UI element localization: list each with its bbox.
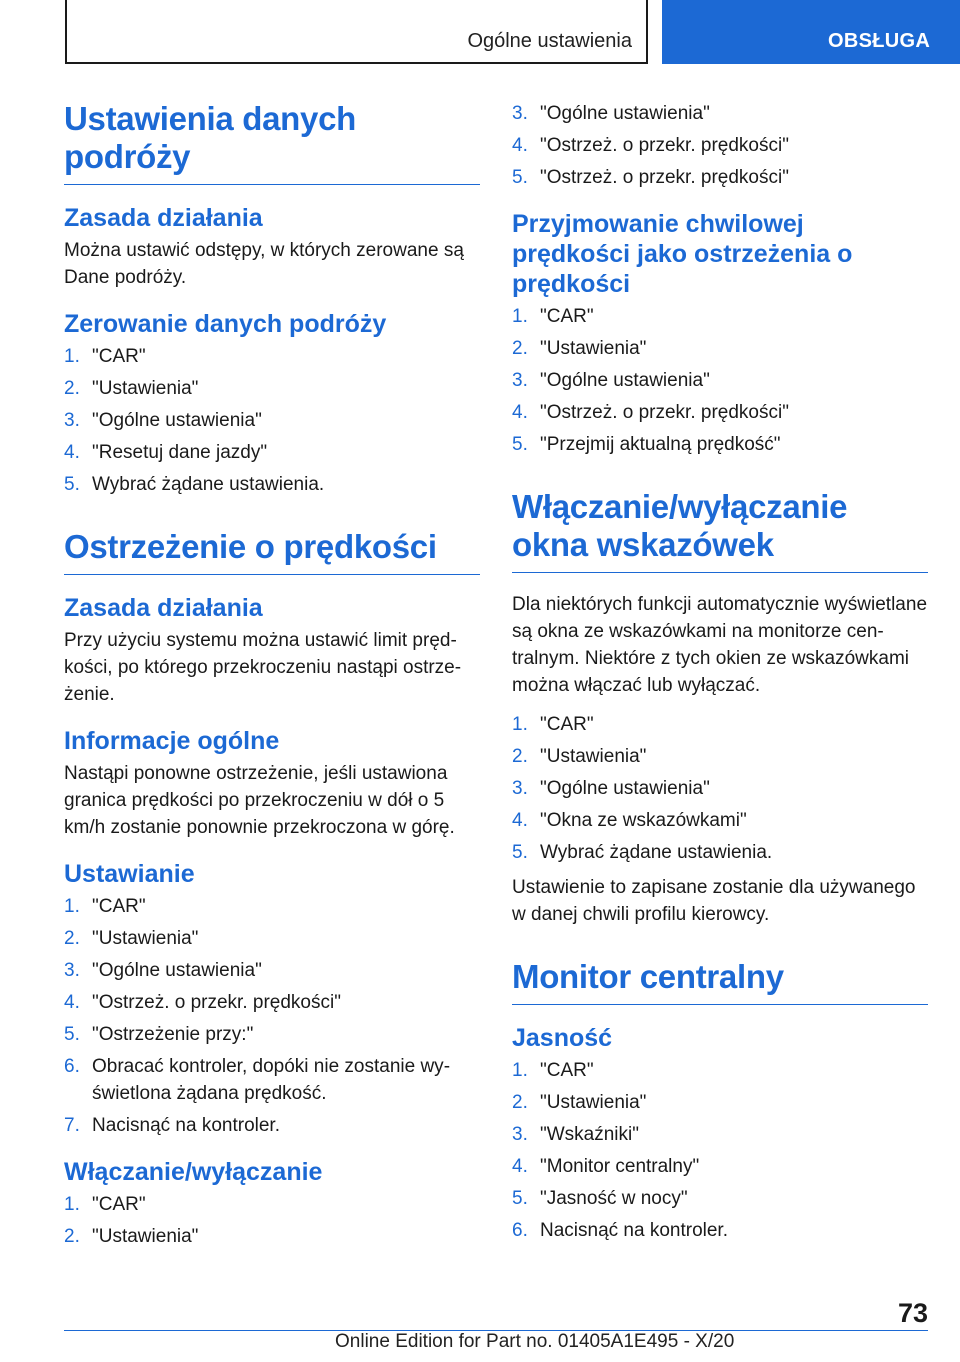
- list-item-text: "Ogólne ustawienia": [92, 960, 262, 981]
- list-item-number: 5.: [512, 434, 528, 455]
- list-item-text: "CAR": [540, 714, 594, 735]
- heading-speed-warning: Ostrzeżenie o prędkości: [64, 528, 480, 575]
- list-item: [512, 1185, 928, 1212]
- list-item-text: "Ostrzeż. o przekr. prędkości": [540, 167, 789, 188]
- list-item-number: 4.: [64, 442, 80, 463]
- list-item-number: 1.: [64, 1194, 80, 1215]
- list-item-number: 7.: [64, 1115, 80, 1136]
- list-item-text: Wybrać żądane ustawienia.: [540, 842, 773, 863]
- list-item-number: 1.: [64, 896, 80, 917]
- list-item: [512, 335, 928, 362]
- list-item: [64, 957, 480, 984]
- list-item-number: 3.: [512, 103, 528, 124]
- paragraph-rewarning: Nastąpi ponowne ostrzeżenie, jeśli ustawiona granica prędkości po przekroczeniu w dół o 5 km/h zostanie ponownie przekroczona w górę.: [64, 763, 455, 838]
- list-item-number: 3.: [512, 1124, 528, 1145]
- list-item-text: Nacisnąć na kontroler.: [540, 1220, 728, 1241]
- list-item-text: "Ogólne ustawienia": [540, 103, 710, 124]
- list-item: [512, 431, 928, 458]
- list-item-text: "Ustawienia": [92, 378, 199, 399]
- list-setting: [64, 893, 480, 1139]
- list-item: [64, 407, 480, 434]
- list-item-text: "Ustawienia": [92, 928, 199, 949]
- list-item-number: 1.: [512, 1060, 528, 1081]
- list-item: [512, 164, 928, 191]
- list-item-number: 6.: [512, 1220, 528, 1241]
- list-item-text: "Ostrzeż. o przekr. prędkości": [540, 402, 789, 423]
- list-adopt-speed: [512, 303, 928, 458]
- tab-obsluga[interactable]: OBSŁUGA: [662, 0, 960, 64]
- list-hint-windows: [512, 711, 928, 866]
- list-item-text: "Resetuj dane jazdy": [92, 442, 268, 463]
- list-item: [64, 1223, 480, 1250]
- list-item: [512, 367, 928, 394]
- subheading-reset-trip: Zerowanie danych podróży: [64, 310, 387, 338]
- list-item-text: "CAR": [92, 346, 146, 367]
- list-item-text: "Ogólne ustawienia": [540, 370, 710, 391]
- list-item: [512, 132, 928, 159]
- list-item-number: 2.: [64, 1226, 80, 1247]
- list-item-number: 1.: [512, 714, 528, 735]
- list-item-number: 2.: [512, 1092, 528, 1113]
- list-item: [512, 1217, 928, 1244]
- list-item: [64, 1021, 480, 1048]
- list-item-number: 3.: [512, 778, 528, 799]
- list-item-number: 5.: [512, 1188, 528, 1209]
- paragraph-hint-windows: Dla niektórych funkcji automatycznie wyświetlane są okna ze wskazówkami na monitorze centralnym. Niektóre z tych okien ze wskazówkami można włączać lub wyłączać.: [512, 594, 928, 696]
- subheading-principle: Zasada działania: [64, 204, 263, 232]
- left-column: [64, 100, 480, 1258]
- list-item: [64, 375, 480, 402]
- header-section-title: Ogólne ustawienia: [467, 30, 632, 52]
- list-item: [512, 807, 928, 834]
- list-item-text: "Ostrzeż. o przekr. prędkości": [92, 992, 341, 1013]
- list-item-text: "Monitor centralny": [540, 1156, 700, 1177]
- list-on-off: [64, 1191, 480, 1250]
- list-item: [64, 1112, 480, 1139]
- right-column: [512, 100, 928, 1252]
- subheading-on-off: Włączanie/wyłączanie: [64, 1158, 323, 1186]
- list-item: [64, 343, 480, 370]
- list-item: [512, 775, 928, 802]
- list-item-number: 6.: [64, 1056, 80, 1077]
- list-item: [512, 1089, 928, 1116]
- heading-hint-windows: Włączanie/wyłączanie okna wskazówek: [512, 488, 928, 573]
- list-item-number: 3.: [64, 960, 80, 981]
- list-on-off-continued: [512, 100, 928, 191]
- list-item-text: "CAR": [540, 306, 594, 327]
- list-item-number: 4.: [64, 992, 80, 1013]
- list-item-text: "Wskaźniki": [540, 1124, 639, 1145]
- list-item-text: "CAR": [540, 1060, 594, 1081]
- list-item-number: 2.: [64, 378, 80, 399]
- footer-edition-text: Online Edition for Part no. 01405A1E495 - X/20: [335, 1331, 735, 1352]
- list-item-number: 3.: [64, 410, 80, 431]
- list-item-number: 4.: [512, 810, 528, 831]
- list-item: [64, 471, 480, 498]
- list-item-text: "Ostrzeżenie przy:": [92, 1024, 254, 1045]
- list-item-number: 2.: [64, 928, 80, 949]
- list-item-text: "Ostrzeż. o przekr. prędkości": [540, 135, 789, 156]
- list-item-text: "CAR": [92, 1194, 146, 1215]
- list-brightness: [512, 1057, 928, 1244]
- list-item-text: "Ogólne ustawienia": [540, 778, 710, 799]
- list-item-text: "Ustawienia": [540, 746, 647, 767]
- list-item: [64, 1053, 480, 1107]
- list-item-number: 3.: [512, 370, 528, 391]
- list-item-number: 1.: [512, 306, 528, 327]
- list-item-number: 5.: [512, 842, 528, 863]
- list-item: [512, 839, 928, 866]
- subheading-principle-2: Zasada działania: [64, 594, 263, 622]
- list-item-text: "Ogólne ustawienia": [92, 410, 262, 431]
- list-item-number: 4.: [512, 402, 528, 423]
- list-item-number: 5.: [64, 1024, 80, 1045]
- list-item: [512, 1057, 928, 1084]
- list-item-text: Wybrać żądane ustawienia.: [92, 474, 325, 495]
- list-item-number: 5.: [512, 167, 528, 188]
- list-item-text: "CAR": [92, 896, 146, 917]
- page-number: 73: [897, 1298, 928, 1328]
- list-item: [64, 989, 480, 1016]
- paragraph-speed-limit: Przy użyciu systemu można ustawić limit prędkości, po którego przekroczeniu nastąpi ostrzeżenie.: [64, 630, 462, 705]
- list-item: [64, 893, 480, 920]
- list-item: [512, 399, 928, 426]
- heading-trip-data: Ustawienia danych podróży: [64, 100, 480, 185]
- list-item: [64, 439, 480, 466]
- list-item-text: "Jasność w nocy": [540, 1188, 688, 1209]
- list-item-number: 1.: [64, 346, 80, 367]
- list-item: [512, 1121, 928, 1148]
- list-item-number: 2.: [512, 746, 528, 767]
- list-item-text: Nacisnąć na kontroler.: [92, 1115, 280, 1136]
- paragraph-trip-intervals: Można ustawić odstępy, w których zerowane są Dane podróży.: [64, 240, 464, 288]
- list-item: [512, 711, 928, 738]
- paragraph-profile-note: Ustawienie to zapisane zostanie dla używanego w danej chwili profilu kierowcy.: [512, 877, 916, 925]
- list-item-text: "Ustawienia": [92, 1226, 199, 1247]
- list-item: [64, 1191, 480, 1218]
- header-frame: [65, 0, 648, 64]
- list-item: [512, 303, 928, 330]
- subheading-setting: Ustawianie: [64, 860, 195, 888]
- list-item-text: "Okna ze wskazówkami": [540, 810, 747, 831]
- subheading-brightness: Jasność: [512, 1024, 613, 1052]
- list-item-number: 5.: [64, 474, 80, 495]
- list-item: [512, 1153, 928, 1180]
- list-item-text: "Przejmij aktualną prędkość": [540, 434, 781, 455]
- list-item: [64, 925, 480, 952]
- heading-central-monitor: Monitor centralny: [512, 958, 928, 1005]
- list-item-number: 4.: [512, 1156, 528, 1177]
- list-item-number: 4.: [512, 135, 528, 156]
- list-item-text: "Ustawienia": [540, 1092, 647, 1113]
- list-item-text: Obracać kontroler, dopóki nie zostanie wyświetlona żądana prędkość.: [92, 1056, 451, 1104]
- subheading-general-info: Informacje ogólne: [64, 727, 280, 755]
- subheading-adopt-speed: Przyjmowanie chwilowej prędkości jako ostrzeżenia o prędkości: [512, 210, 853, 298]
- list-item-text: "Ustawienia": [540, 338, 647, 359]
- list-reset-trip: [64, 343, 480, 498]
- list-item: [512, 743, 928, 770]
- list-item: [512, 100, 928, 127]
- list-item-number: 2.: [512, 338, 528, 359]
